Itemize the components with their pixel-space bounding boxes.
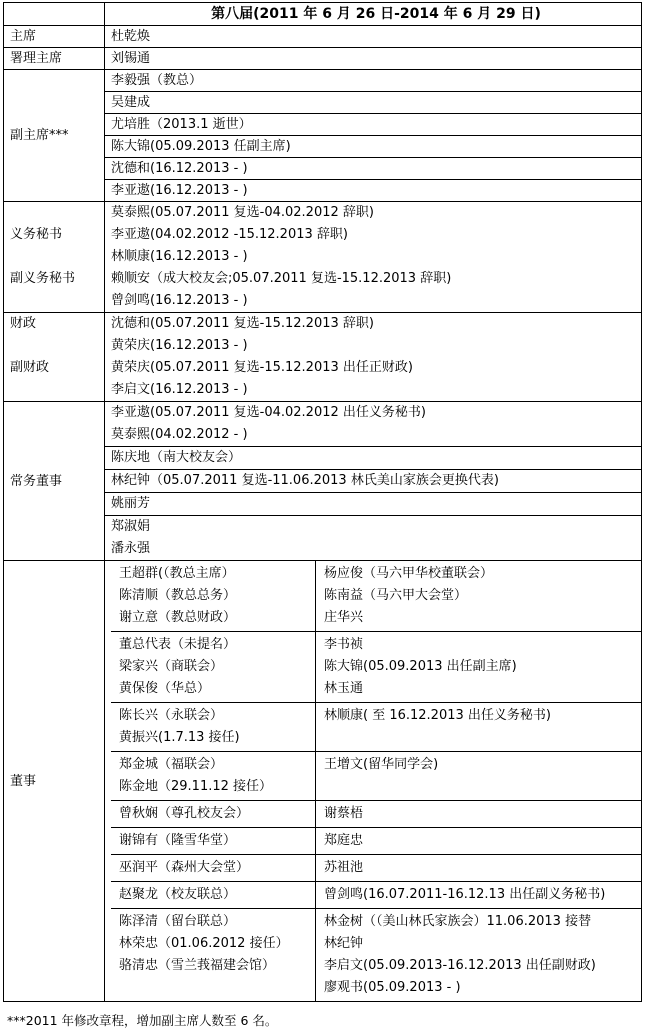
label-standing-director: 常务董事 (4, 402, 105, 561)
label-deputy-treasurer: 副财政 (10, 360, 50, 375)
directors-row (111, 855, 641, 882)
director-entry: 谢立意（教总财政） (119, 610, 237, 625)
standing-entry: 潘永强 (111, 541, 151, 556)
director-entry: 杨应俊（马六甲华校董联会） (324, 566, 494, 581)
label-secretary: 义务秘书 (10, 227, 63, 242)
secretary-entry: 莫泰熙(05.07.2011 复选-04.02.2012 辞职) (111, 205, 374, 220)
label-secretary-group (4, 202, 105, 313)
vice-chairman-entry: 沈德和(16.12.2013 - ) (105, 158, 642, 180)
director-entry: 苏祖池 (324, 860, 364, 875)
director-entry: 谢蔡梧 (324, 806, 364, 821)
standing-entry: 林纪钟（05.07.2011 复选-11.06.2013 林氏美山家族会更换代表) (105, 470, 642, 493)
header-blank (4, 3, 105, 26)
secretary-entries (105, 202, 642, 313)
directors-left (111, 561, 316, 632)
directors-cell (105, 561, 642, 1002)
director-entry: 庄华兴 (324, 610, 364, 625)
directors-table (111, 561, 641, 1001)
label-vice-chairman: 副主席*** (4, 70, 105, 202)
director-entry: 郑庭忠 (324, 833, 364, 848)
secretary-entry: 赖顺安（成大校友会;05.07.2011 复选-15.12.2013 辞职) (111, 271, 452, 286)
director-entry: 谢锦有（隆雪华堂） (119, 833, 237, 848)
label-acting-chairman: 署理主席 (4, 48, 105, 70)
treasurer-entry: 黄荣庆(16.12.2013 - ) (111, 338, 248, 353)
director-entry: 曾剑鸣(16.07.2011-16.12.13 出任副义务秘书) (324, 887, 606, 902)
vice-chairman-entry: 吴建成 (105, 92, 642, 114)
committee-table (3, 2, 642, 1002)
directors-left (111, 909, 316, 1002)
directors-row (111, 703, 641, 752)
standing-group (105, 516, 642, 561)
standing-entry: 莫泰熙(04.02.2012 - ) (111, 427, 248, 442)
director-entry: 廖观书(05.09.2013 - ) (324, 980, 461, 995)
standing-entry: 陈庆地（南大校友会） (105, 447, 642, 470)
directors-row (111, 561, 641, 632)
director-entry: 梁家兴（商联会） (119, 659, 224, 674)
term-header: 第八届(2011 年 6 月 26 日-2014 年 6 月 29 日) (105, 3, 642, 26)
value-chairman: 杜乾焕 (105, 26, 642, 48)
director-entry: 黄保俊（华总） (119, 681, 211, 696)
label-treasurer-group (4, 313, 105, 402)
director-entry: 林纪钟 (324, 936, 364, 951)
director-entry: 郑金城（福联会） (119, 757, 224, 772)
standing-entry: 姚丽芳 (105, 493, 642, 516)
director-entry: 林荣忠（01.06.2012 接任） (119, 936, 289, 951)
directors-right (316, 632, 642, 703)
standing-entry: 李亚遨(05.07.2011 复选-04.02.2012 出任义务秘书) (111, 405, 426, 420)
label-deputy-secretary: 副义务秘书 (10, 271, 76, 286)
director-entry: 赵聚龙（校友联总） (119, 887, 237, 902)
director-entry: 陈长兴（永联会） (119, 708, 224, 723)
value-acting-chairman: 刘锡通 (105, 48, 642, 70)
directors-right (316, 909, 642, 1002)
directors-row (111, 882, 641, 909)
directors-right (316, 561, 642, 632)
directors-right (316, 703, 642, 752)
directors-right (316, 882, 642, 909)
directors-row (111, 828, 641, 855)
treasurer-entry: 黄荣庆(05.07.2011 复选-15.12.2013 出任正财政) (111, 360, 413, 375)
director-entry: 黄振兴(1.7.13 接任) (119, 730, 240, 745)
vice-chairman-entry: 李毅强（教总） (105, 70, 642, 92)
director-entry: 骆清忠（雪兰莪福建会馆） (119, 958, 276, 973)
vice-chairman-entry: 李亚遨(16.12.2013 - ) (105, 180, 642, 202)
director-entry: 李书祯 (324, 637, 364, 652)
directors-row (111, 909, 641, 1002)
director-entry: 王增文(留华同学会) (324, 757, 439, 772)
secretary-entry: 林顺康(16.12.2013 - ) (111, 249, 248, 264)
directors-left (111, 828, 316, 855)
footnote: ***2011 年修改章程，增加副主席人数至 6 名。 (7, 1013, 278, 1028)
directors-left (111, 703, 316, 752)
directors-left (111, 882, 316, 909)
secretary-entry: 李亚遨(04.02.2012 -15.12.2013 辞职) (111, 227, 348, 242)
director-entry: 王超群(（教总主席） (119, 566, 235, 581)
secretary-entry: 曾剑鸣(16.12.2013 - ) (111, 293, 248, 308)
director-entry: 董总代表（未提名） (119, 637, 237, 652)
directors-row (111, 752, 641, 801)
director-entry: 李启文(05.09.2013-16.12.2013 出任副财政) (324, 958, 596, 973)
vice-chairman-entry: 陈大锦(05.09.2013 任副主席) (105, 136, 642, 158)
directors-row (111, 801, 641, 828)
directors-right (316, 855, 642, 882)
directors-left (111, 632, 316, 703)
directors-right (316, 828, 642, 855)
director-entry: 巫润平（森州大会堂） (119, 860, 250, 875)
directors-left (111, 855, 316, 882)
treasurer-entry: 李启文(16.12.2013 - ) (111, 382, 248, 397)
director-entry: 陈泽清（留台联总） (119, 914, 237, 929)
director-entry: 林顺康( 至 16.12.2013 出任义务秘书) (324, 708, 551, 723)
treasurer-entry: 沈德和(05.07.2011 复选-15.12.2013 辞职) (111, 316, 374, 331)
directors-right (316, 801, 642, 828)
director-entry: 陈金地（29.11.12 接任） (119, 779, 273, 794)
treasurer-entries (105, 313, 642, 402)
label-chairman: 主席 (4, 26, 105, 48)
standing-entry: 郑淑娟 (111, 519, 151, 534)
directors-left (111, 801, 316, 828)
director-entry: 陈大锦(05.09.2013 出任副主席) (324, 659, 517, 674)
director-entry: 陈南益（马六甲大会堂） (324, 588, 468, 603)
director-entry: 林玉通 (324, 681, 364, 696)
directors-right (316, 752, 642, 801)
label-treasurer: 财政 (10, 316, 37, 331)
directors-row (111, 632, 641, 703)
standing-group (105, 402, 642, 447)
directors-left (111, 752, 316, 801)
director-entry: 林金树（（美山林氏家族会）11.06.2013 接替 (324, 914, 592, 929)
vice-chairman-entry: 尤培胜（2013.1 逝世） (105, 114, 642, 136)
label-director: 董事 (4, 561, 105, 1002)
director-entry: 曾秋娴（尊孔校友会） (119, 806, 250, 821)
director-entry: 陈清顺（教总总务） (119, 588, 237, 603)
